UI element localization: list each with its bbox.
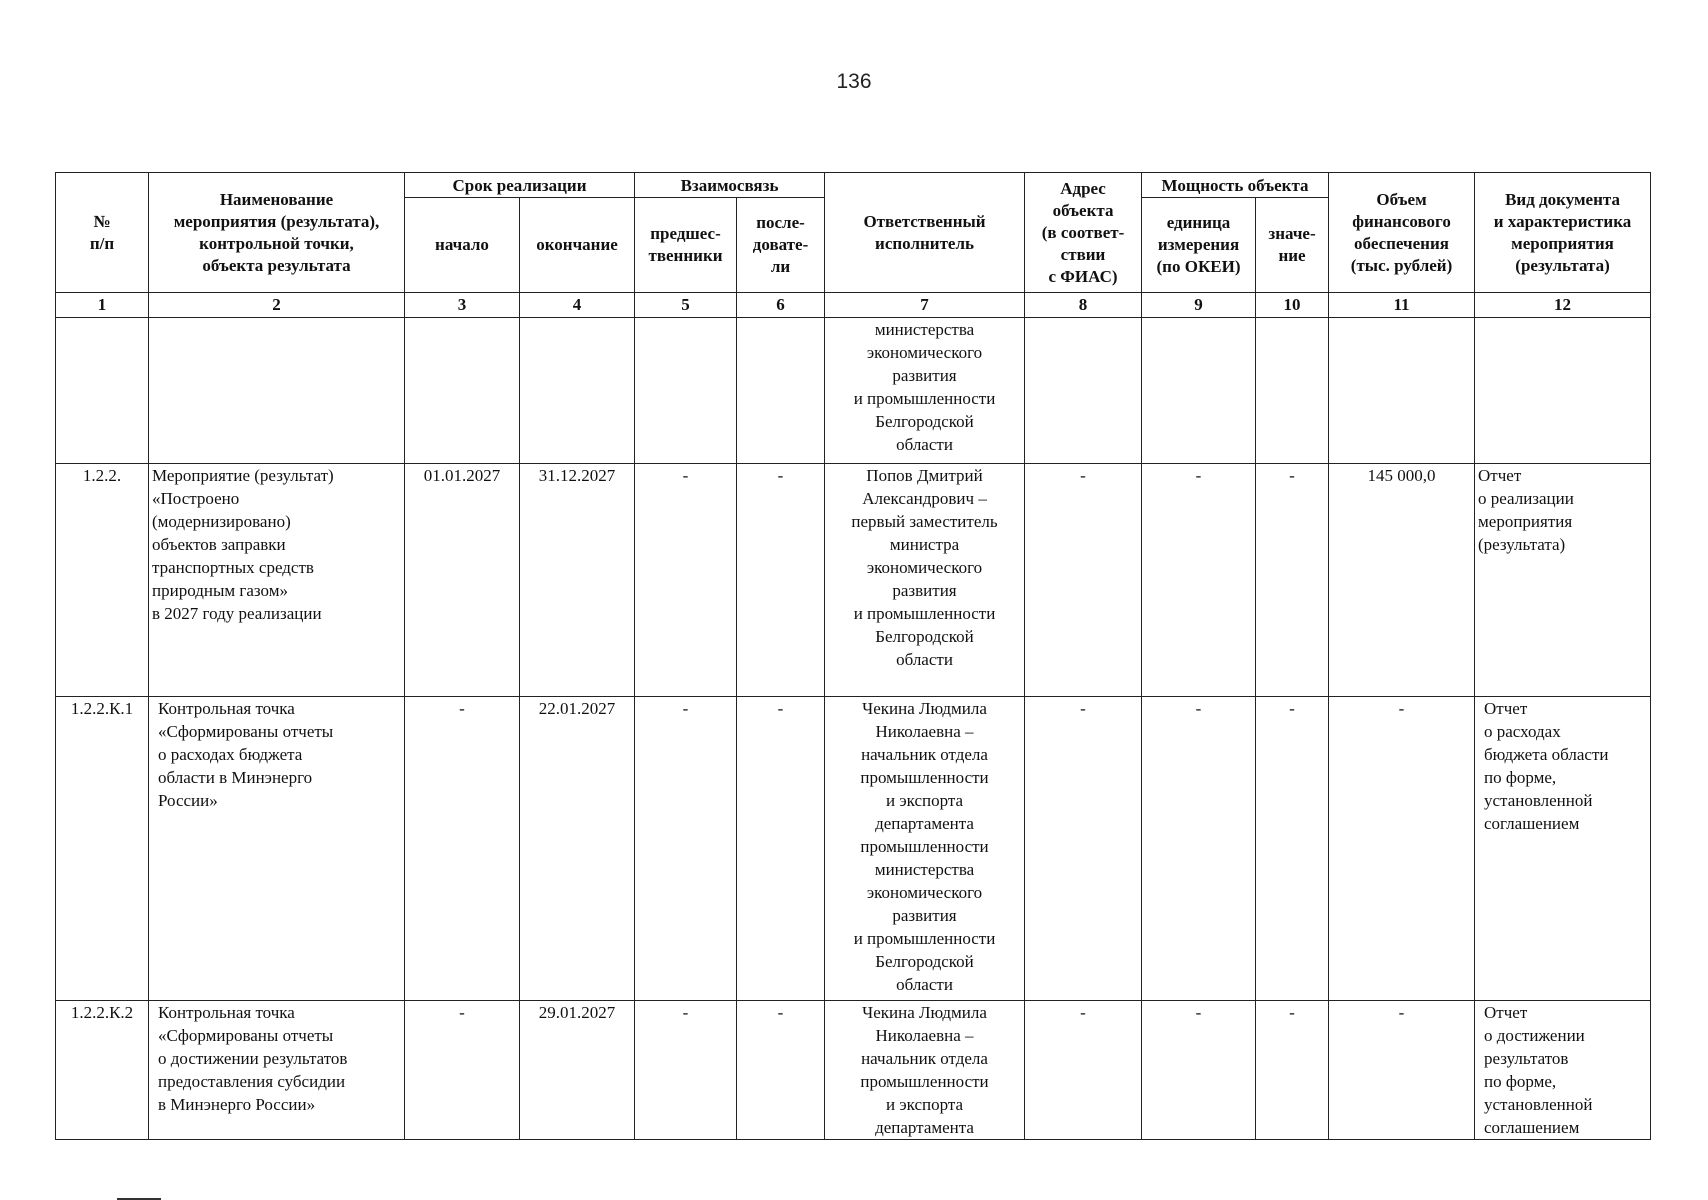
column-number: 10	[1256, 293, 1329, 318]
row-funding	[1329, 318, 1475, 464]
column-number: 12	[1475, 293, 1651, 318]
column-number: 1	[56, 293, 149, 318]
row-value: -	[1256, 464, 1329, 697]
row-unit: -	[1142, 464, 1256, 697]
column-number: 5	[635, 293, 737, 318]
header-unit: единица измерения (по ОКЕИ)	[1142, 198, 1256, 293]
row-executor: Чекина Людмила Николаевна – начальник отдела промышленности и экспорта департамента	[825, 1001, 1025, 1140]
row-address: -	[1025, 697, 1142, 1001]
row-executor: Чекина Людмила Николаевна – начальник отдела промышленности и экспорта департамента промышленности министерства экономического развития и промышленности Белгородской области	[825, 697, 1025, 1001]
row-start: -	[405, 1001, 520, 1140]
row-predecessors: -	[635, 464, 737, 697]
row-address	[1025, 318, 1142, 464]
header-link-group: Взаимосвязь	[635, 173, 825, 198]
header-predecessors: предшес- твенники	[635, 198, 737, 293]
header-row-top	[56, 173, 1651, 198]
row-name: Контрольная точка «Сформированы отчеты о расходах бюджета области в Минэнерго России»	[149, 697, 405, 1001]
row-successors: -	[737, 464, 825, 697]
header-value: значе- ние	[1256, 198, 1329, 293]
row-end	[520, 318, 635, 464]
row-doc: Отчет о достижении результатов по форме, установленной соглашением	[1475, 1001, 1651, 1140]
row-address: -	[1025, 464, 1142, 697]
row-unit: -	[1142, 697, 1256, 1001]
column-number-row	[56, 293, 1651, 318]
table-row	[56, 697, 1651, 1001]
row-end: 31.12.2027	[520, 464, 635, 697]
column-number: 8	[1025, 293, 1142, 318]
header-successors: после- довате- ли	[737, 198, 825, 293]
row-name	[149, 318, 405, 464]
row-num: 1.2.2.	[56, 464, 149, 697]
column-number: 4	[520, 293, 635, 318]
header-term-group: Срок реализации	[405, 173, 635, 198]
row-executor: министерства экономического развития и промышленности Белгородской области	[825, 318, 1025, 464]
row-successors: -	[737, 1001, 825, 1140]
row-funding: 145 000,0	[1329, 464, 1475, 697]
page-number: 136	[836, 70, 872, 93]
row-end: 22.01.2027	[520, 697, 635, 1001]
row-name: Контрольная точка «Сформированы отчеты о достижении результатов предоставления субсидии в Минэнерго России»	[149, 1001, 405, 1140]
row-predecessors: -	[635, 1001, 737, 1140]
row-executor: Попов Дмитрий Александрович – первый заместитель министра экономического развития и промышленности Белгородской области	[825, 464, 1025, 697]
row-start: -	[405, 697, 520, 1001]
row-funding: -	[1329, 1001, 1475, 1140]
table-row	[56, 318, 1651, 464]
header-start: начало	[405, 198, 520, 293]
column-number: 6	[737, 293, 825, 318]
header-end: окончание	[520, 198, 635, 293]
row-value: -	[1256, 1001, 1329, 1140]
row-doc: Отчет о реализации мероприятия (результата)	[1475, 464, 1651, 697]
column-number: 7	[825, 293, 1025, 318]
header-funding: Объем финансового обеспечения (тыс. рублей)	[1329, 173, 1475, 293]
row-start	[405, 318, 520, 464]
header-doc: Вид документа и характеристика мероприятия (результата)	[1475, 173, 1651, 293]
row-doc: Отчет о расходах бюджета области по форме, установленной соглашением	[1475, 697, 1651, 1001]
row-successors: -	[737, 697, 825, 1001]
table-row	[56, 464, 1651, 697]
row-num	[56, 318, 149, 464]
table-row	[56, 1001, 1651, 1140]
row-num: 1.2.2.К.1	[56, 697, 149, 1001]
row-address: -	[1025, 1001, 1142, 1140]
row-name: Мероприятие (результат) «Построено (модернизировано) объектов заправки транспортных средств природным газом» в 2027 году реализации	[149, 464, 405, 697]
header-executor: Ответственный исполнитель	[825, 173, 1025, 293]
header-name: Наименование мероприятия (результата), контрольной точки, объекта результата	[149, 173, 405, 293]
row-funding: -	[1329, 697, 1475, 1001]
row-num: 1.2.2.К.2	[56, 1001, 149, 1140]
plan-table	[55, 172, 1651, 1140]
column-number: 3	[405, 293, 520, 318]
row-value	[1256, 318, 1329, 464]
column-number: 9	[1142, 293, 1256, 318]
header-num: № п/п	[56, 173, 149, 293]
column-number: 2	[149, 293, 405, 318]
row-successors	[737, 318, 825, 464]
row-predecessors	[635, 318, 737, 464]
header-capacity-group: Мощность объекта	[1142, 173, 1329, 198]
row-end: 29.01.2027	[520, 1001, 635, 1140]
header-address: Адрес объекта (в соответ- ствии с ФИАС)	[1025, 173, 1142, 293]
row-start: 01.01.2027	[405, 464, 520, 697]
row-predecessors: -	[635, 697, 737, 1001]
row-unit: -	[1142, 1001, 1256, 1140]
column-number: 11	[1329, 293, 1475, 318]
row-doc	[1475, 318, 1651, 464]
row-unit	[1142, 318, 1256, 464]
row-value: -	[1256, 697, 1329, 1001]
